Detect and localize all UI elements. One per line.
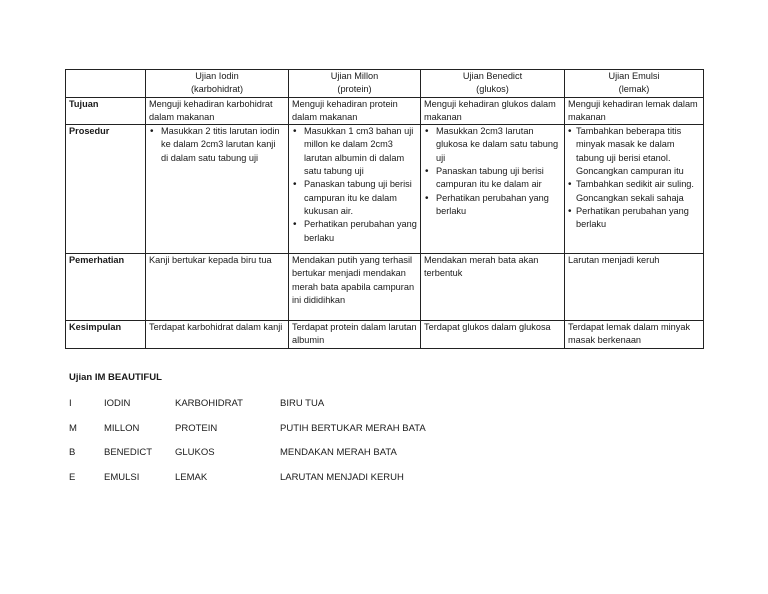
row-label-pemerhatian: Pemerhatian <box>66 254 146 321</box>
row-label-prosedur: Prosedur <box>66 125 146 254</box>
procedure-step: • Masukkan 2 titis larutan iodin ke dalam 2cm3 larutan kanji di dalam satu tabung uji <box>149 125 285 165</box>
procedure-step: • Perhatikan perubahan yang berlaku <box>292 218 417 245</box>
mnemonic-result: LARUTAN MENJADI KERUH <box>280 472 404 483</box>
header-emulsi: Ujian Emulsi (lemak) <box>565 70 704 98</box>
procedure-step: • Masukkan 1 cm3 bahan uji millon ke dalam 2cm3 larutan albumin di dalam satu tabung uji <box>292 125 417 178</box>
mnemonic-result: BIRU TUA <box>280 398 325 409</box>
cell-kesimpulan-millon: Terdapat protein dalam larutan albumin <box>289 321 421 349</box>
header-millon: Ujian Millon (protein) <box>289 70 421 98</box>
mnemonic-nutrient: PROTEIN <box>175 423 218 434</box>
cell-kesimpulan-benedict: Terdapat glukos dalam glukosa <box>421 321 565 349</box>
cell-prosedur-emulsi <box>565 125 704 254</box>
table-row-kesimpulan <box>66 321 704 349</box>
mnemonic-nutrient: KARBOHIDRAT <box>175 398 243 409</box>
mnemonic-result: PUTIH BERTUKAR MERAH BATA <box>280 423 426 434</box>
mnemonic-test: EMULSI <box>104 472 140 483</box>
cell-prosedur-millon <box>289 125 421 254</box>
procedure-step: • Perhatikan perubahan yang berlaku <box>424 192 561 219</box>
cell-tujuan-millon: Menguji kehadiran protein dalam makanan <box>289 97 421 125</box>
cell-kesimpulan-iodin: Terdapat karbohidrat dalam kanji <box>146 321 289 349</box>
cell-pemerhatian-millon: Mendakan putih yang terhasil bertukar menjadi mendakan merah bata apabila campuran ini dididihkan <box>289 254 421 321</box>
row-label-kesimpulan: Kesimpulan <box>66 321 146 349</box>
mnemonic-nutrient: GLUKOS <box>175 447 215 458</box>
food-test-table <box>65 69 704 349</box>
cell-pemerhatian-benedict: Mendakan merah bata akan terbentuk <box>421 254 565 321</box>
procedure-step: • Perhatikan perubahan yang berlaku <box>568 205 700 232</box>
table-row-pemerhatian <box>66 254 704 321</box>
cell-prosedur-iodin <box>146 125 289 254</box>
procedure-step: • Panaskan tabung uji berisi campuran itu ke dalam kukusan air. <box>292 178 417 218</box>
cell-pemerhatian-emulsi: Larutan menjadi keruh <box>565 254 704 321</box>
corner-cell <box>66 70 146 98</box>
mnemonic-letter: I <box>69 398 72 409</box>
procedure-step: • Tambahkan sedikit air suling. Goncangkan sekali sahaja <box>568 178 700 205</box>
mnemonic-nutrient: LEMAK <box>175 472 208 483</box>
procedure-step: • Tambahkan beberapa titis minyak masak ke dalam tabung uji berisi etanol. Goncangkan campuran itu <box>568 125 700 178</box>
header-benedict: Ujian Benedict (glukos) <box>421 70 565 98</box>
cell-prosedur-benedict <box>421 125 565 254</box>
procedure-step: • Masukkan 2cm3 larutan glukosa ke dalam satu tabung uji <box>424 125 561 165</box>
mnemonic-result: MENDAKAN MERAH BATA <box>280 447 397 458</box>
row-label-tujuan: Tujuan <box>66 97 146 125</box>
header-iodin: Ujian Iodin (karbohidrat) <box>146 70 289 98</box>
table-row-tujuan <box>66 97 704 125</box>
cell-pemerhatian-iodin: Kanji bertukar kepada biru tua <box>146 254 289 321</box>
mnemonic-test: BENEDICT <box>104 447 153 458</box>
mnemonic-letter: B <box>69 447 76 458</box>
mnemonic-letter: M <box>69 423 77 434</box>
mnemonic-test: IODIN <box>104 398 131 409</box>
cell-kesimpulan-emulsi: Terdapat lemak dalam minyak masak berkenaan <box>565 321 704 349</box>
cell-tujuan-benedict: Menguji kehadiran glukos dalam makanan <box>421 97 565 125</box>
mnemonic-title: Ujian IM BEAUTIFUL <box>69 372 162 383</box>
cell-tujuan-iodin: Menguji kehadiran karbohidrat dalam makanan <box>146 97 289 125</box>
mnemonic-letter: E <box>69 472 76 483</box>
cell-tujuan-emulsi: Menguji kehadiran lemak dalam makanan <box>565 97 704 125</box>
procedure-step: • Panaskan tabung uji berisi campuran itu ke dalam air <box>424 165 561 192</box>
mnemonic-test: MILLON <box>104 423 140 434</box>
table-header-row <box>66 70 704 98</box>
table-row-prosedur <box>66 125 704 254</box>
